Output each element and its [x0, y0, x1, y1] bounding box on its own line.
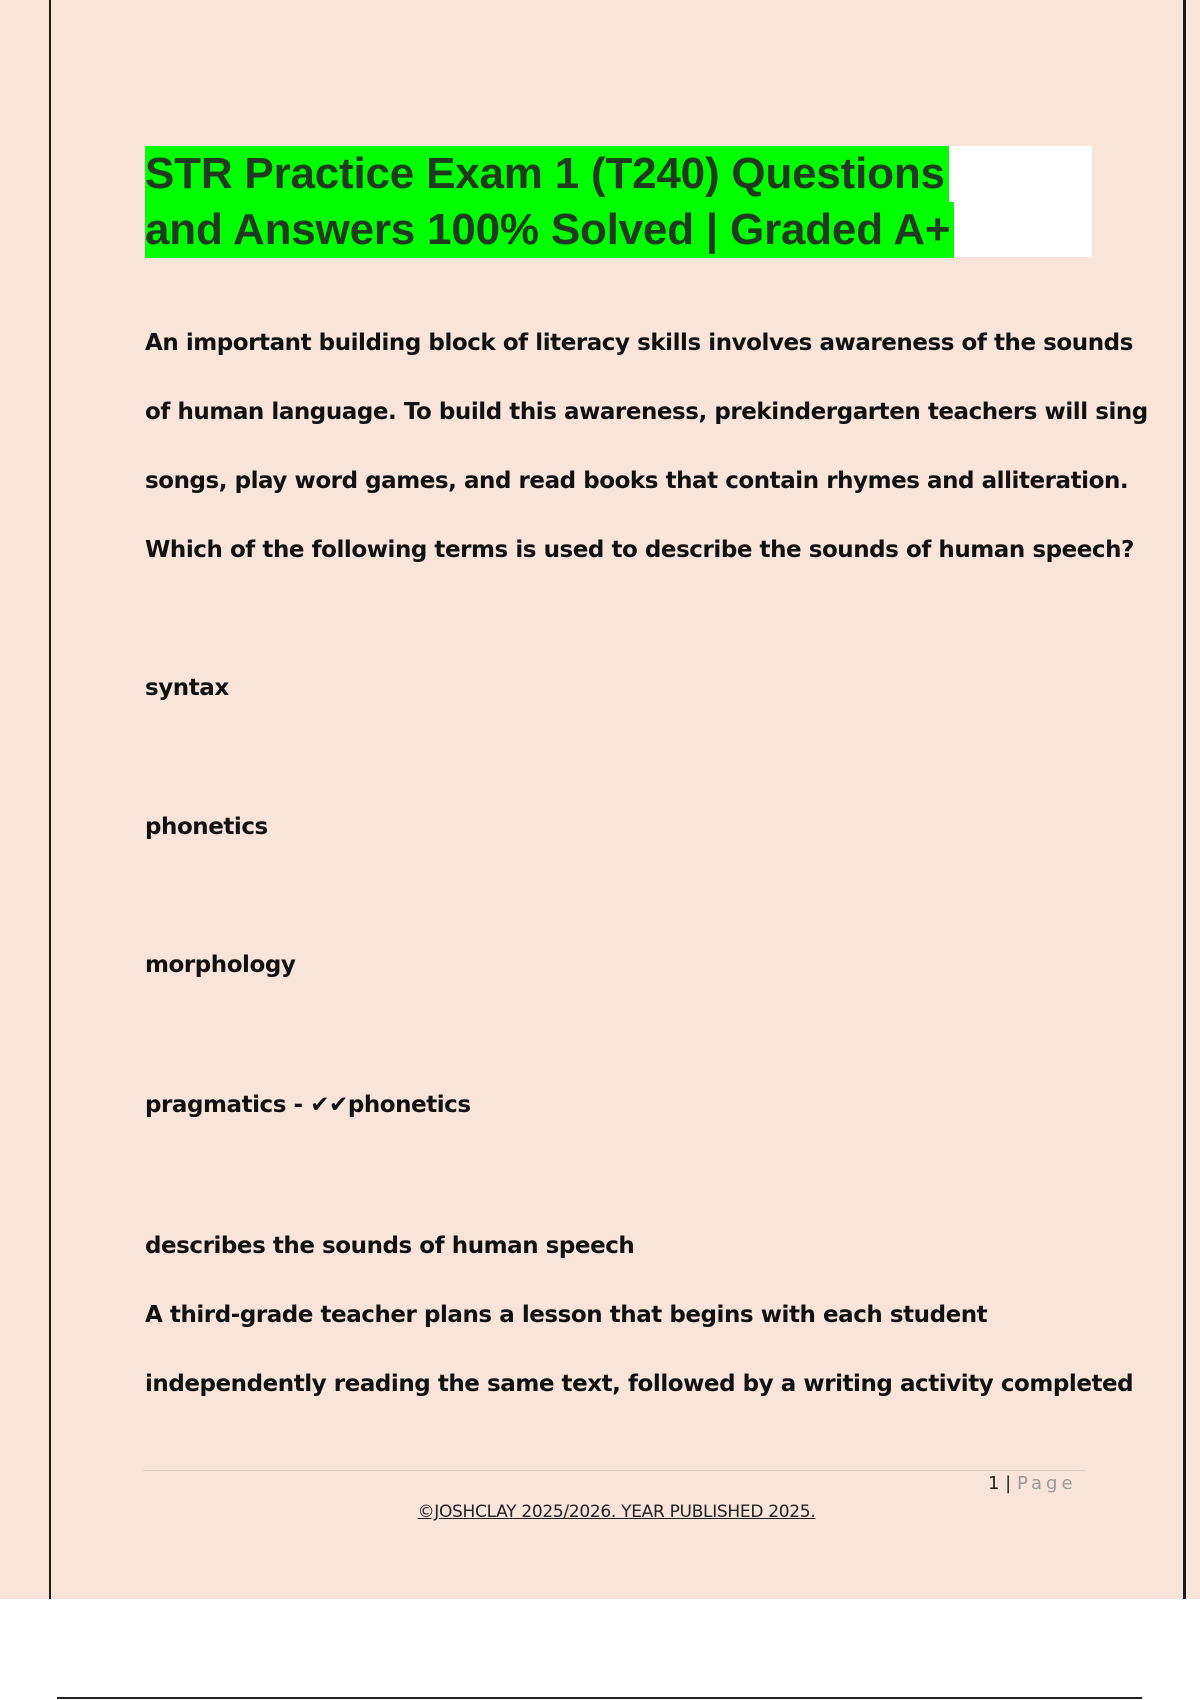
answer-option-3: morphology: [145, 952, 296, 978]
page-word: Page: [1016, 1473, 1077, 1494]
question-1-line-4: Which of the following terms is used to describe the sounds of human speech?: [145, 537, 1134, 563]
bottom-divider: [57, 1697, 1142, 1699]
page-number-value: 1: [988, 1473, 1000, 1494]
title-line-1: STR Practice Exam 1 (T240) Questions: [145, 146, 949, 202]
page-border-right: [1183, 0, 1186, 1599]
page-number: [988, 1473, 1077, 1494]
answer-option-4-with-correct-answer: pragmatics - ✔✔phonetics: [145, 1092, 471, 1118]
title-line-2: and Answers 100% Solved | Graded A+: [145, 202, 954, 258]
question-1-line-2: of human language. To build this awareness, prekindergarten teachers will sing: [145, 399, 1148, 425]
answer-explanation: describes the sounds of human speech: [145, 1233, 635, 1259]
question-1-line-3: songs, play word games, and read books that contain rhymes and alliteration.: [145, 468, 1129, 494]
footer-divider: [143, 1470, 1085, 1471]
answer-option-2: phonetics: [145, 814, 268, 840]
document-title: [145, 146, 954, 258]
page-border-left: [49, 0, 51, 1599]
copyright-notice: ©JOSHCLAY 2025/2026. YEAR PUBLISHED 2025.: [417, 1502, 816, 1522]
question-1-line-1: An important building block of literacy skills involves awareness of the sounds: [145, 330, 1133, 356]
answer-option-1: syntax: [145, 675, 229, 701]
question-2-line-1: A third-grade teacher plans a lesson that begins with each student: [145, 1302, 988, 1328]
page-number-separator: |: [999, 1473, 1017, 1494]
question-2-line-2: independently reading the same text, followed by a writing activity completed: [145, 1371, 1134, 1397]
